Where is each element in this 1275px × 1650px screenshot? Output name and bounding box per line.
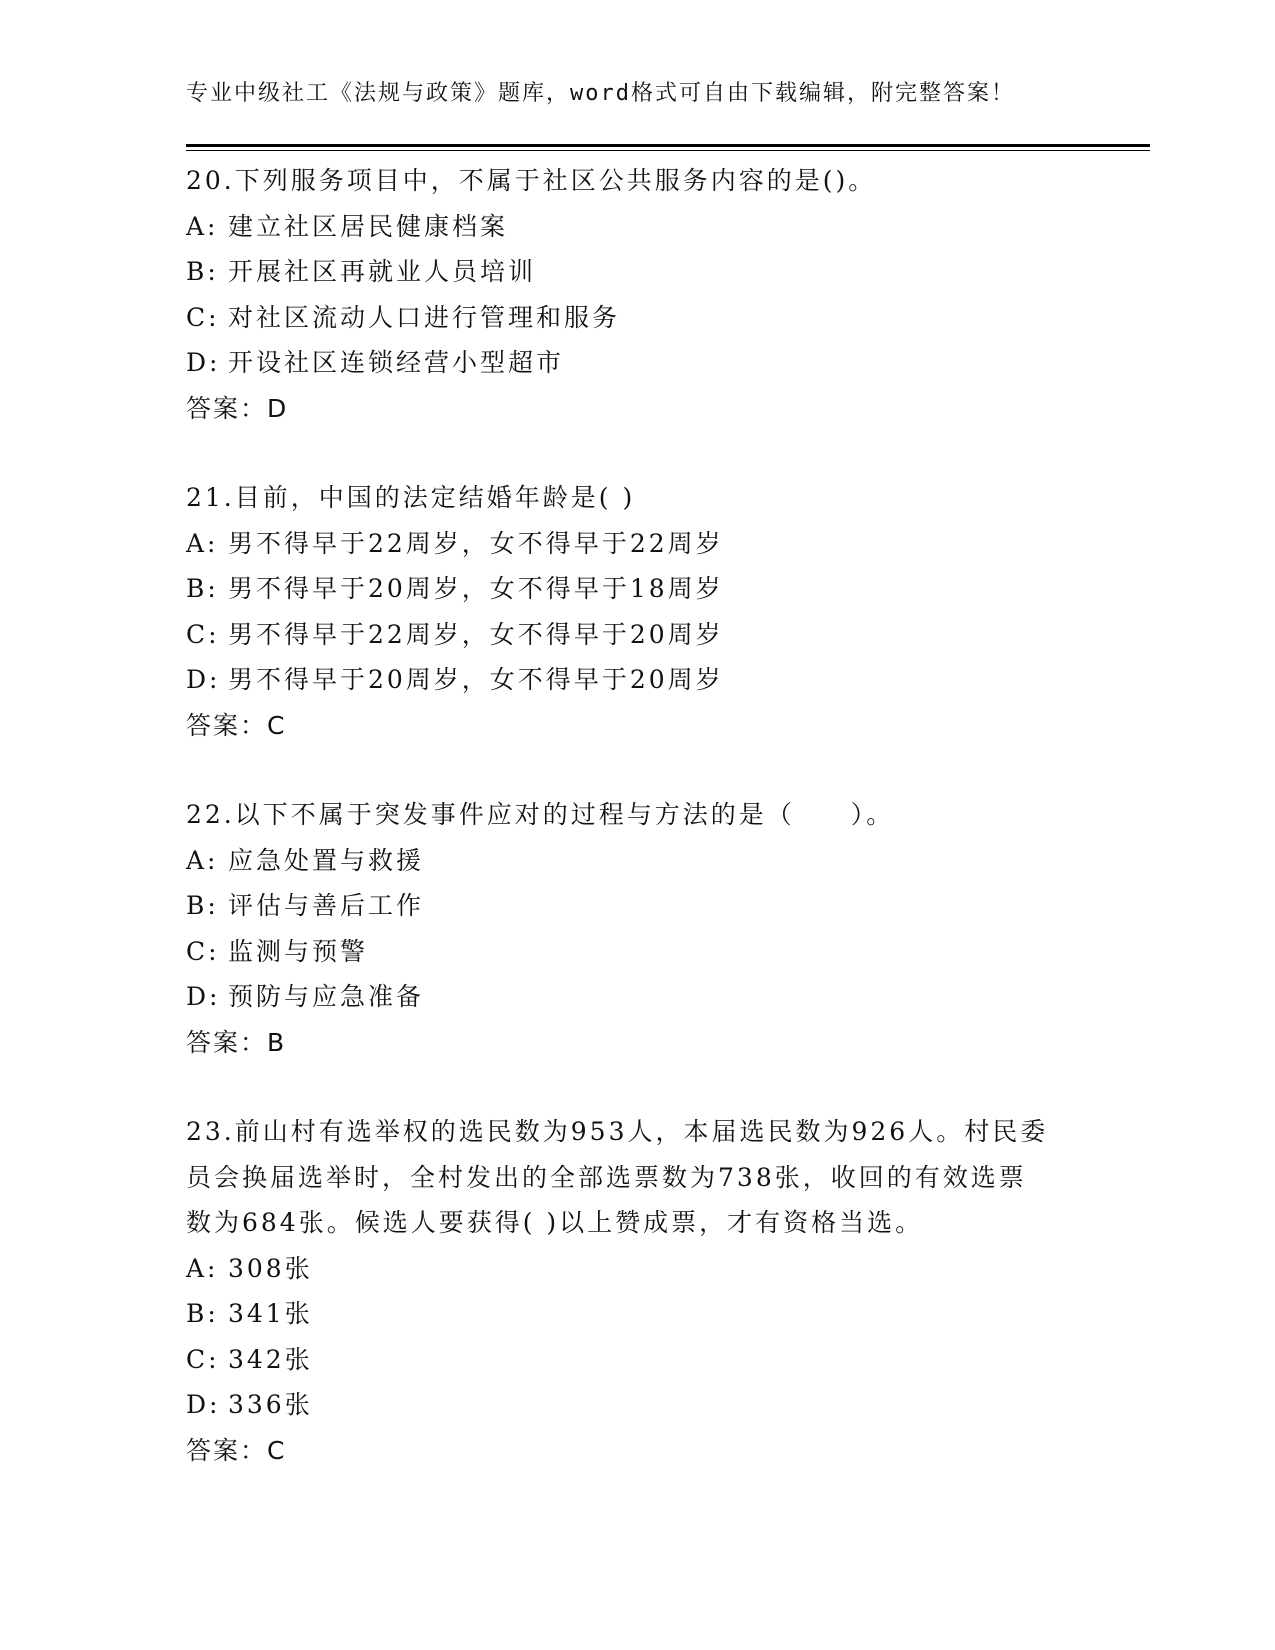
option-text: 开设社区连锁经营小型超市	[228, 348, 565, 377]
question-21	[186, 475, 1086, 748]
answer-label: 答案：C	[186, 710, 287, 740]
option-b	[186, 883, 1086, 929]
option-c	[186, 1337, 1086, 1383]
option-letter: D:	[186, 982, 221, 1011]
option-text: 对社区流动人口进行管理和服务	[228, 302, 621, 332]
option-text: 建立社区居民健康档案	[228, 211, 509, 241]
header-rule-thin	[186, 150, 1150, 151]
option-b	[186, 249, 1086, 295]
option-a	[186, 521, 1086, 567]
option-a	[186, 838, 1086, 884]
option-letter: A:	[186, 528, 219, 558]
question-stem: 22.以下不属于突发事件应对的过程与方法的是（ ）。	[186, 800, 895, 829]
option-text: 男不得早于22周岁，女不得早于20周岁	[228, 619, 724, 649]
option-text: 男不得早于22周岁，女不得早于22周岁	[228, 528, 724, 558]
option-text: 308张	[228, 1253, 313, 1283]
question-stem-line-1: 23.前山村有选举权的选民数为953人，本届选民数为926人。村民委	[186, 1117, 1049, 1146]
header-rule-thick	[186, 144, 1150, 147]
option-d	[186, 1382, 1086, 1428]
option-letter: C:	[186, 936, 220, 966]
question-22	[186, 792, 1086, 1065]
option-text: 评估与善后工作	[228, 891, 425, 920]
option-letter: A:	[186, 211, 219, 241]
option-d	[186, 340, 1086, 386]
question-stem-line-2: 员会换届选举时，全村发出的全部选票数为738张，收回的有效选票	[186, 1162, 1027, 1192]
option-letter: A:	[186, 1253, 219, 1283]
option-text: 336张	[228, 1390, 313, 1419]
question-stem-line-3: 数为684张。候选人要获得( )以上赞成票，才有资格当选。	[186, 1208, 924, 1237]
option-letter: D:	[186, 665, 221, 694]
option-letter: B:	[186, 891, 219, 920]
option-text: 男不得早于20周岁，女不得早于18周岁	[228, 574, 724, 603]
option-text: 预防与应急准备	[228, 982, 425, 1011]
page-header: 专业中级社工《法规与政策》题库，word格式可自由下载编辑，附完整答案！	[186, 81, 1015, 106]
answer-label: 答案：C	[186, 1435, 287, 1465]
option-c	[186, 295, 1086, 341]
question-list	[186, 158, 1086, 1517]
question-stem: 21.目前，中国的法定结婚年龄是( )	[186, 483, 636, 512]
question-20	[186, 158, 1086, 431]
option-letter: B:	[186, 257, 219, 286]
option-text: 应急处置与救援	[228, 845, 425, 875]
option-letter: C:	[186, 619, 220, 649]
answer-label: 答案：D	[186, 393, 289, 423]
option-b	[186, 1291, 1086, 1337]
option-text: 男不得早于20周岁，女不得早于20周岁	[228, 665, 724, 694]
option-c	[186, 612, 1086, 658]
option-a	[186, 1246, 1086, 1292]
option-c	[186, 929, 1086, 975]
option-letter: A:	[186, 845, 219, 875]
option-letter: C:	[186, 1344, 220, 1374]
option-letter: B:	[186, 574, 219, 603]
question-23	[186, 1109, 1086, 1473]
option-letter: D:	[186, 1390, 221, 1419]
option-letter: D:	[186, 348, 221, 377]
option-text: 341张	[228, 1299, 313, 1328]
option-d	[186, 657, 1086, 703]
option-text: 342张	[228, 1344, 313, 1374]
option-letter: B:	[186, 1299, 219, 1328]
option-letter: C:	[186, 302, 220, 332]
answer-label: 答案：B	[186, 1027, 287, 1057]
question-stem: 20.下列服务项目中，不属于社区公共服务内容的是()。	[186, 166, 877, 195]
option-text: 开展社区再就业人员培训	[228, 257, 537, 286]
option-text: 监测与预警	[228, 936, 369, 966]
option-d	[186, 974, 1086, 1020]
option-b	[186, 566, 1086, 612]
option-a	[186, 204, 1086, 250]
